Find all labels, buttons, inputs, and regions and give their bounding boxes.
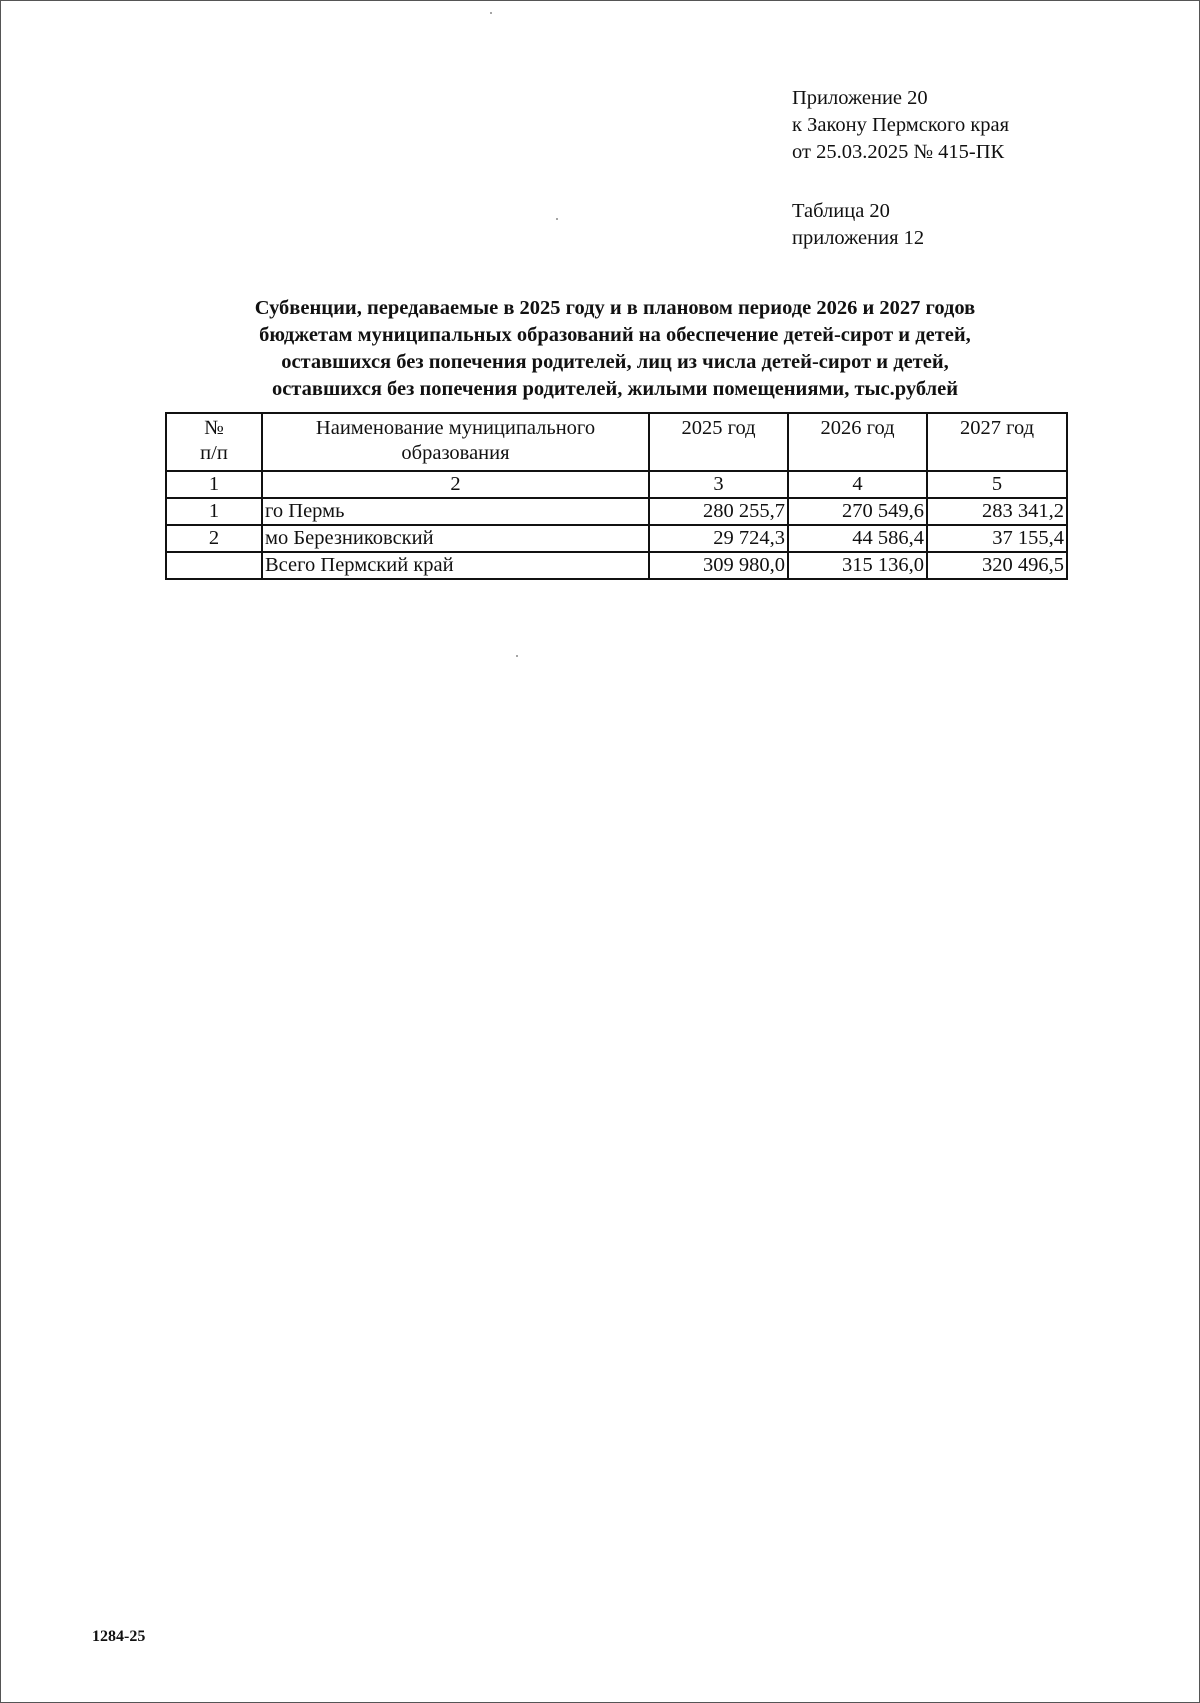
row-number — [166, 552, 262, 579]
header-number-abbr: п/п — [200, 442, 228, 464]
header-year-2026: 2026 год — [788, 413, 927, 471]
value-2025: 29 724,3 — [649, 525, 788, 552]
total-2027: 320 496,5 — [927, 552, 1067, 579]
total-label: Всего Пермский край — [262, 552, 649, 579]
table-total-row — [166, 552, 1067, 579]
column-number: 1 — [166, 471, 262, 498]
header-municipality — [262, 413, 649, 471]
row-number: 2 — [166, 525, 262, 552]
column-number-row — [166, 471, 1067, 498]
scan-speck — [490, 12, 492, 14]
annex-number: Приложение 20 — [792, 87, 928, 109]
document-code: 1284-25 — [92, 1628, 146, 1645]
header-municipality-line2: образования — [401, 442, 510, 464]
annex-law-date: от 25.03.2025 № 415-ПК — [792, 141, 1005, 163]
header-year-2027: 2027 год — [927, 413, 1067, 471]
value-2027: 37 155,4 — [927, 525, 1067, 552]
header-number — [166, 413, 262, 471]
header-year-2025: 2025 год — [649, 413, 788, 471]
total-2025: 309 980,0 — [649, 552, 788, 579]
title-line: оставшихся без попечения родителей, жилыми помещениями, тыс.рублей — [271, 378, 959, 400]
annex-law: к Закону Пермского края — [792, 114, 1010, 136]
scan-speck — [516, 655, 518, 657]
table-appendix: приложения 12 — [792, 227, 925, 249]
column-number: 4 — [788, 471, 927, 498]
header-number-symbol: № — [204, 417, 224, 439]
value-2025: 280 255,7 — [649, 498, 788, 525]
row-number: 1 — [166, 498, 262, 525]
column-number: 5 — [927, 471, 1067, 498]
value-2027: 283 341,2 — [927, 498, 1067, 525]
table-reference — [792, 198, 924, 252]
column-number: 3 — [649, 471, 788, 498]
table-row — [166, 498, 1067, 525]
value-2026: 44 586,4 — [788, 525, 927, 552]
annex-reference — [792, 85, 1009, 166]
scan-speck — [556, 218, 558, 220]
title-line: бюджетам муниципальных образований на обеспечение детей-сирот и детей, — [259, 324, 971, 346]
value-2026: 270 549,6 — [788, 498, 927, 525]
municipality-name: мо Березниковский — [262, 525, 649, 552]
table-header-row — [166, 413, 1067, 471]
title-line: оставшихся без попечения родителей, лиц из числа детей-сирот и детей, — [281, 351, 949, 373]
municipality-name: го Пермь — [262, 498, 649, 525]
table-row — [166, 525, 1067, 552]
column-number: 2 — [262, 471, 649, 498]
header-municipality-line1: Наименование муниципального — [315, 417, 596, 439]
title-line: Субвенции, передаваемые в 2025 году и в плановом периоде 2026 и 2027 годов — [254, 297, 976, 319]
subventions-table — [165, 412, 1068, 580]
table-number: Таблица 20 — [792, 200, 890, 222]
total-2026: 315 136,0 — [788, 552, 927, 579]
document-title — [150, 295, 1080, 403]
